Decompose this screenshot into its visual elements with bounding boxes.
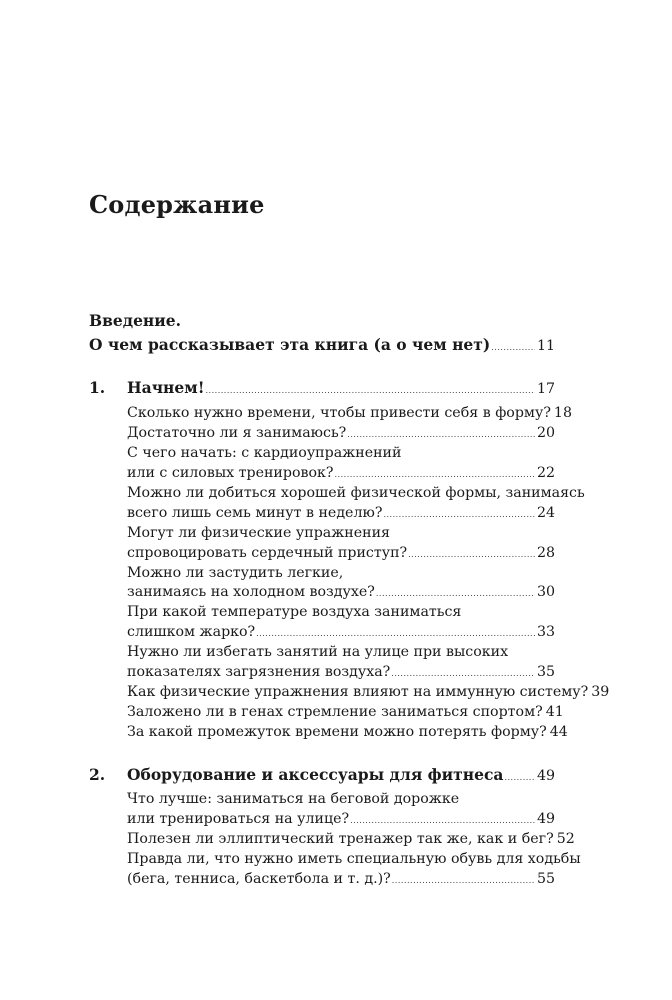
page-number: 11 <box>536 338 555 354</box>
dot-leader <box>347 425 535 445</box>
page-title: Содержание <box>89 190 265 219</box>
page-number: 49 <box>536 768 555 784</box>
toc-entry[interactable] <box>127 463 555 485</box>
entry-title: Сколько нужно времени, чтобы привести себя в форму? <box>127 405 551 421</box>
dot-leader <box>392 871 535 891</box>
entry-title-line1: Правда ли, что нужно иметь специальную обувь для ходьбы <box>127 851 581 867</box>
entry-title-line1: Можно ли добиться хорошей физической формы, занимаясь <box>127 485 585 501</box>
entry-title-line1: Что лучше: заниматься на беговой дорожке <box>127 791 460 807</box>
entry-title: или тренироваться на улице? <box>127 811 350 827</box>
toc-entry[interactable] <box>127 682 610 704</box>
entry-title: слишком жарко? <box>127 624 256 640</box>
chapter-1-number: 1. <box>89 378 106 397</box>
entry-title-line1: При какой температуре воздуха заниматься <box>127 604 462 620</box>
page-number: 22 <box>536 465 555 481</box>
entry-title-line1: Нужно ли избегать занятий на улице при высоких <box>127 644 509 660</box>
toc-entry[interactable] <box>127 829 575 851</box>
page-number: 18 <box>553 405 572 421</box>
dot-leader <box>408 545 535 565</box>
toc-entry[interactable] <box>127 809 555 831</box>
chapter-2-title: Оборудование и аксессуары для фитнеса <box>127 765 504 784</box>
entry-title: показателях загрязнения воздуха? <box>127 664 391 680</box>
entry-title: Достаточно ли я занимаюсь? <box>127 425 347 441</box>
chapter-2-number: 2. <box>89 765 106 784</box>
toc-entry[interactable] <box>127 702 564 724</box>
page-number: 30 <box>536 584 555 600</box>
entry-title-line1: С чего начать: с кардиоупражнений <box>127 445 402 461</box>
page-number: 49 <box>536 811 555 827</box>
page-number: 39 <box>591 684 610 700</box>
dot-leader <box>256 624 535 644</box>
toc-entry-chapter-2[interactable] <box>127 765 555 788</box>
toc-entry[interactable] <box>127 622 555 644</box>
page-number: 28 <box>536 545 555 561</box>
page-number: 24 <box>536 505 555 521</box>
dot-leader <box>383 505 535 525</box>
entry-title: Заложено ли в генах стремление заниматься спортом? <box>127 704 543 720</box>
entry-title-line1: Можно ли застудить легкие, <box>127 565 344 581</box>
intro-heading: Введение. <box>89 311 182 330</box>
dot-leader <box>504 768 535 788</box>
toc-entry-intro[interactable] <box>89 335 555 358</box>
entry-title: За какой промежуток времени можно потерять форму? <box>127 724 547 740</box>
toc-entry[interactable] <box>127 543 555 565</box>
page-number: 44 <box>549 724 568 740</box>
toc-entry[interactable] <box>127 662 555 684</box>
entry-title: всего лишь семь минут в неделю? <box>127 505 383 521</box>
entry-title: или с силовых тренировок? <box>127 465 334 481</box>
dot-leader <box>206 381 535 401</box>
toc-entry[interactable] <box>127 403 572 425</box>
dot-leader <box>391 664 535 684</box>
dot-leader <box>350 811 535 831</box>
chapter-1-title: Начнем! <box>127 378 205 397</box>
dot-leader <box>376 584 535 604</box>
page-number: 33 <box>536 624 555 640</box>
page-number: 52 <box>556 831 575 847</box>
toc-entry[interactable] <box>127 582 555 604</box>
page-number: 20 <box>536 425 555 441</box>
toc-entry[interactable] <box>127 722 568 744</box>
page-number: 41 <box>545 704 564 720</box>
toc-entry-chapter-1[interactable] <box>127 378 555 401</box>
entry-title: Полезен ли эллиптический тренажер так же, как и бег? <box>127 831 554 847</box>
dot-leader <box>335 465 535 485</box>
toc-entry[interactable] <box>127 869 555 891</box>
toc-entry[interactable] <box>127 503 555 525</box>
entry-title: занимаясь на холодном воздухе? <box>127 584 375 600</box>
page-number: 17 <box>536 381 555 397</box>
entry-title: (бега, тенниса, баскетбола и т. д.)? <box>127 871 391 887</box>
dot-leader <box>491 338 535 358</box>
entry-title: спровоцировать сердечный приступ? <box>127 545 408 561</box>
entry-title: Как физические упражнения влияют на иммунную систему? <box>127 684 589 700</box>
toc-entry[interactable] <box>127 423 555 445</box>
page-number: 55 <box>536 871 555 887</box>
entry-title-line1: Могут ли физические упражнения <box>127 525 391 541</box>
page-number: 35 <box>536 664 555 680</box>
intro-title: О чем рассказывает эта книга (а о чем нет) <box>89 335 491 354</box>
